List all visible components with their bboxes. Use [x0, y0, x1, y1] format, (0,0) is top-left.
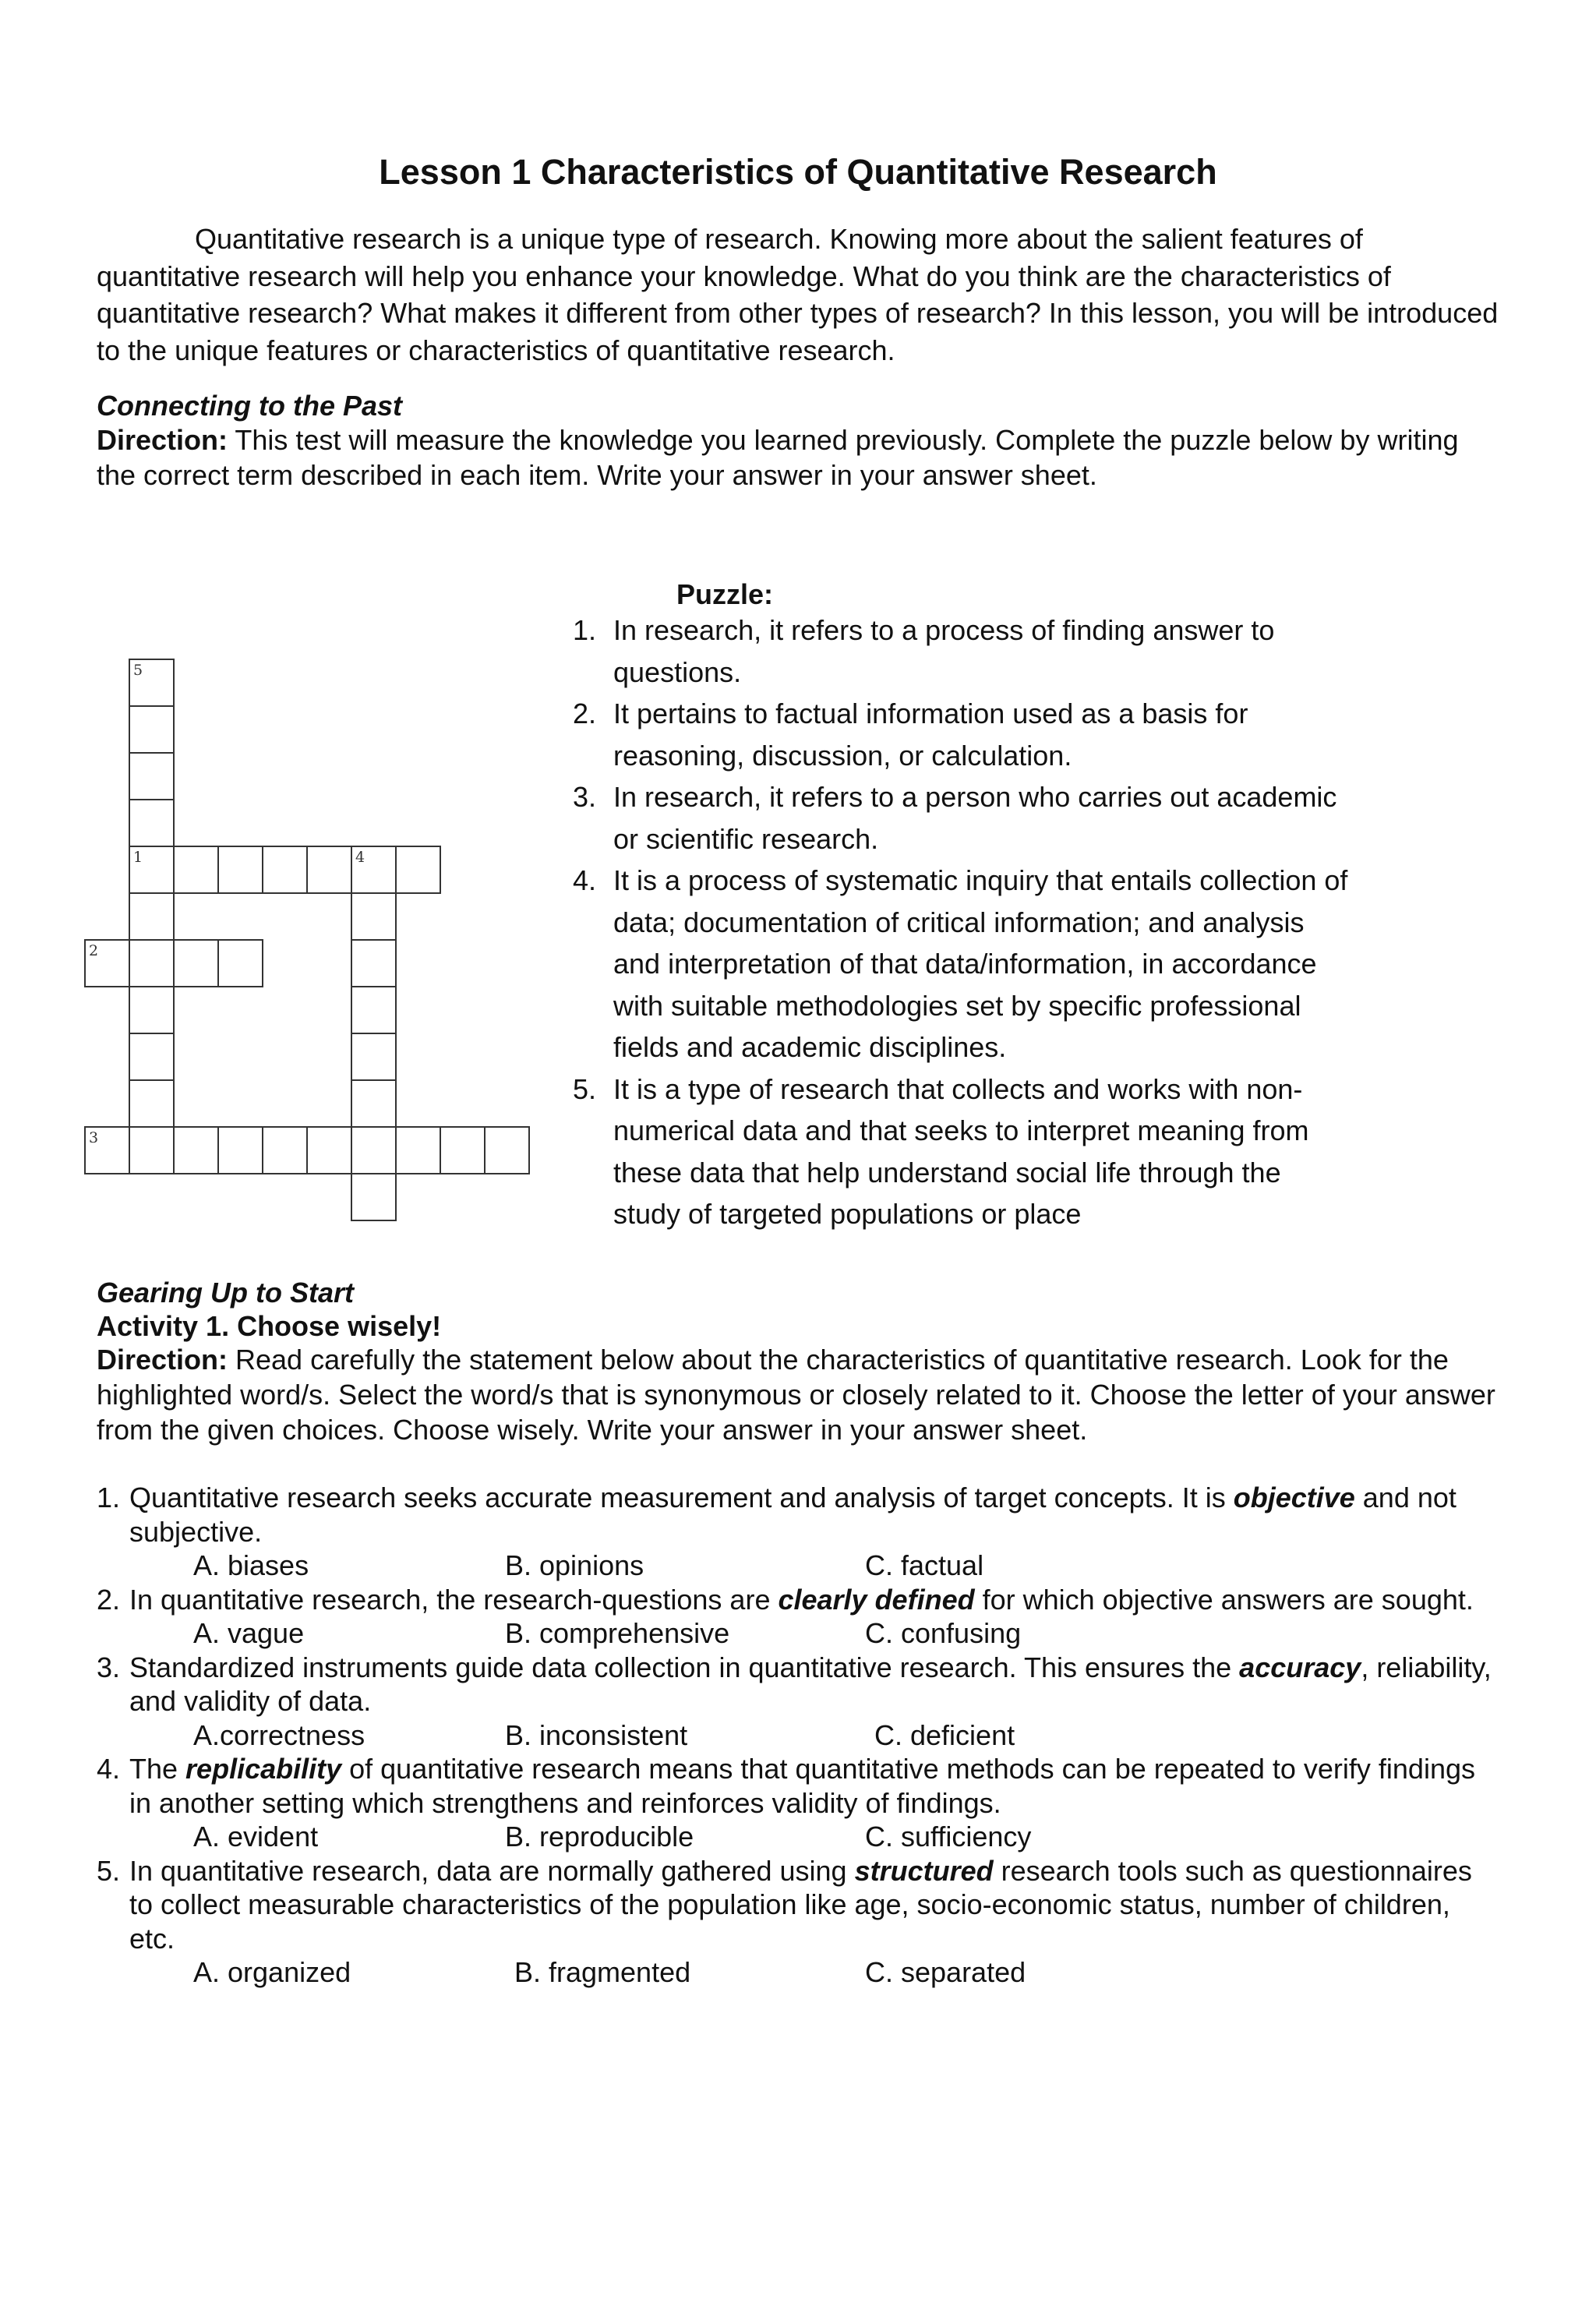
- question-text: The: [129, 1753, 186, 1785]
- choice-b[interactable]: B. comprehensive: [505, 1617, 730, 1649]
- crossword-cell[interactable]: [440, 1127, 485, 1174]
- crossword-cell[interactable]: [174, 846, 218, 893]
- choice-a[interactable]: A. organized: [193, 1956, 351, 1988]
- question-number: 2.: [97, 1583, 121, 1616]
- question-item: [97, 1481, 1499, 1583]
- crossword-cell[interactable]: [396, 846, 440, 893]
- intro-paragraph: Quantitative research is a unique type of research. Knowing more about the salient features of quantitative research will help you enhance your knowledge. What do you think are the characteristics of quantitative research? What makes it different from other types of research? In this lesson, you will be introduced to the unique features or characteristics of quantitative research.: [97, 223, 1499, 366]
- grid-number-1: 1: [133, 849, 143, 866]
- grid-number-2: 2: [89, 942, 99, 959]
- choice-row: [129, 1616, 1499, 1651]
- crossword-cell[interactable]: [174, 1127, 218, 1174]
- clue-text: In research, it refers to a person who carries out academic or scientific research.: [613, 781, 1337, 855]
- clue-text: It is a type of research that collects and works with non-numerical data and that seeks to interpret meaning from these data that help understand social life through the study of targeted populations or place: [613, 1072, 1309, 1230]
- question-keyword: structured: [854, 1854, 994, 1887]
- crossword-cell[interactable]: [129, 940, 174, 987]
- clue-number: 3.: [573, 781, 597, 813]
- crossword-cell[interactable]: [129, 987, 174, 1033]
- choice-b[interactable]: B. inconsistent: [505, 1718, 688, 1751]
- question-list: [97, 1481, 1499, 1990]
- question-keyword: objective: [1233, 1482, 1355, 1513]
- choice-row: [129, 1820, 1499, 1854]
- crossword-cell[interactable]: [174, 940, 218, 987]
- choice-a[interactable]: A. biases: [193, 1549, 309, 1581]
- question-item: [97, 1651, 1499, 1753]
- crossword-cell[interactable]: [129, 1080, 174, 1127]
- direction-label: Direction:: [97, 424, 228, 456]
- crossword-cell[interactable]: [129, 800, 174, 846]
- choice-a[interactable]: A. vague: [193, 1617, 305, 1649]
- clue-text: In research, it refers to a process of finding answer to questions.: [613, 614, 1275, 688]
- question-text: Quantitative research seeks accurate measurement and analysis of target concepts. It is: [129, 1482, 1234, 1513]
- connecting-heading: Connecting to the Past: [97, 390, 403, 422]
- crossword-cell[interactable]: [129, 706, 174, 753]
- grid-number-5: 5: [133, 662, 143, 679]
- crossword-cell[interactable]: [396, 1127, 440, 1174]
- question-number: 1.: [97, 1482, 121, 1513]
- choice-c[interactable]: C. confusing: [865, 1617, 1022, 1649]
- crossword-cell[interactable]: [218, 846, 263, 893]
- question-text: In quantitative research, data are normally gathered using: [129, 1854, 855, 1887]
- crossword-cell[interactable]: [351, 1174, 396, 1220]
- puzzle-clue-list: [573, 609, 1352, 1235]
- crossword-cell[interactable]: [263, 1127, 307, 1174]
- choice-row: [129, 1549, 1499, 1583]
- clue-number: 2.: [573, 698, 597, 729]
- gearing-direction: [97, 1342, 1499, 1447]
- question-text: In quantitative research, the research-questions are: [129, 1583, 779, 1616]
- question-number: 4.: [97, 1753, 121, 1785]
- puzzle-clue: [573, 693, 1352, 776]
- clue-number: 5.: [573, 1072, 597, 1105]
- choice-a[interactable]: A. evident: [193, 1821, 319, 1852]
- choice-row: [129, 1718, 1499, 1753]
- grid-number-3: 3: [89, 1129, 99, 1146]
- choice-c[interactable]: C. deficient: [874, 1718, 1015, 1751]
- choice-b[interactable]: B. fragmented: [514, 1956, 691, 1988]
- crossword-cell[interactable]: [351, 987, 396, 1033]
- choice-b[interactable]: B. reproducible: [505, 1821, 694, 1852]
- crossword-cell[interactable]: [129, 1033, 174, 1080]
- choice-c[interactable]: C. sufficiency: [865, 1821, 1032, 1852]
- question-item: [97, 1583, 1499, 1651]
- crossword-cell[interactable]: [307, 1127, 351, 1174]
- question-text: research tools such as questionnaires to collect measurable characteristics of the population like age, socio-economic status, number of children, etc.: [129, 1854, 1472, 1955]
- choice-b[interactable]: B. opinions: [505, 1549, 644, 1581]
- clue-number: 1.: [573, 614, 597, 646]
- clue-number: 4.: [573, 864, 597, 896]
- crossword-cell[interactable]: [263, 846, 307, 893]
- crossword-cell[interactable]: [129, 753, 174, 800]
- choice-a[interactable]: A.correctness: [193, 1718, 365, 1751]
- puzzle-clue: [573, 860, 1352, 1068]
- crossword-cell[interactable]: [351, 940, 396, 987]
- question-number: 5.: [97, 1854, 121, 1887]
- crossword-cell[interactable]: [218, 1127, 263, 1174]
- choice-row: [129, 1955, 1499, 1990]
- question-item: [97, 1854, 1499, 1990]
- crossword-cell[interactable]: [485, 1127, 529, 1174]
- crossword-cell[interactable]: [218, 940, 263, 987]
- direction-text: This test will measure the knowledge you learned previously. Complete the puzzle below by writing the correct term described in each item. Write your answer in your answer sheet.: [97, 424, 1459, 491]
- puzzle-clue: [573, 1068, 1352, 1235]
- crossword-cell[interactable]: [351, 893, 396, 940]
- clue-text: It is a process of systematic inquiry that entails collection of data; documentation of critical information; and analysis and interpretation of that data/information, in accordance with suitable methodologies set by specific professional fields and academic disciplines.: [613, 864, 1348, 1063]
- page-title: Lesson 1 Characteristics of Quantitative Research: [379, 152, 1217, 192]
- crossword-cell[interactable]: [307, 846, 351, 893]
- puzzle-clue: [573, 609, 1352, 693]
- grid-number-4: 4: [355, 849, 365, 866]
- gearing-heading: Gearing Up to Start: [97, 1277, 355, 1309]
- question-text: of quantitative research means that quantitative methods can be repeated to verify findings in another setting which strengthens and reinforces validity of findings.: [129, 1753, 1475, 1819]
- question-item: [97, 1752, 1499, 1854]
- crossword-cell[interactable]: [129, 893, 174, 940]
- question-keyword: accuracy: [1239, 1651, 1361, 1683]
- puzzle-label: Puzzle:: [676, 578, 774, 610]
- question-keyword: clearly defined: [778, 1583, 975, 1616]
- choice-c[interactable]: C. factual: [865, 1549, 984, 1581]
- direction-label: Direction:: [97, 1344, 228, 1376]
- choice-c[interactable]: C. separated: [865, 1956, 1026, 1988]
- question-number: 3.: [97, 1651, 121, 1683]
- question-text: and not subjective.: [129, 1482, 1457, 1548]
- question-text: , reliability, and validity of data.: [129, 1651, 1492, 1717]
- question-text: Standardized instruments guide data collection in quantitative research. This ensures the: [129, 1651, 1240, 1683]
- question-text: for which objective answers are sought.: [974, 1583, 1474, 1616]
- puzzle-clue: [573, 776, 1352, 860]
- activity-title: Activity 1. Choose wisely!: [97, 1310, 442, 1342]
- crossword-cell[interactable]: [351, 1080, 396, 1127]
- crossword-cell[interactable]: [351, 1127, 396, 1174]
- question-keyword: replicability: [185, 1753, 342, 1785]
- clue-text: It pertains to factual information used as a basis for reasoning, discussion, or calculation.: [613, 698, 1248, 772]
- crossword-cell[interactable]: [129, 1127, 174, 1174]
- crossword-cell[interactable]: [351, 1033, 396, 1080]
- direction-text: Read carefully the statement below about the characteristics of quantitative research. Look for the highlighted word/s. Select the word/s that is synonymous or closely related to it. Choose the letter of your answer from the given choices. Choose wisely. Write your answer in your answer sheet.: [97, 1344, 1495, 1446]
